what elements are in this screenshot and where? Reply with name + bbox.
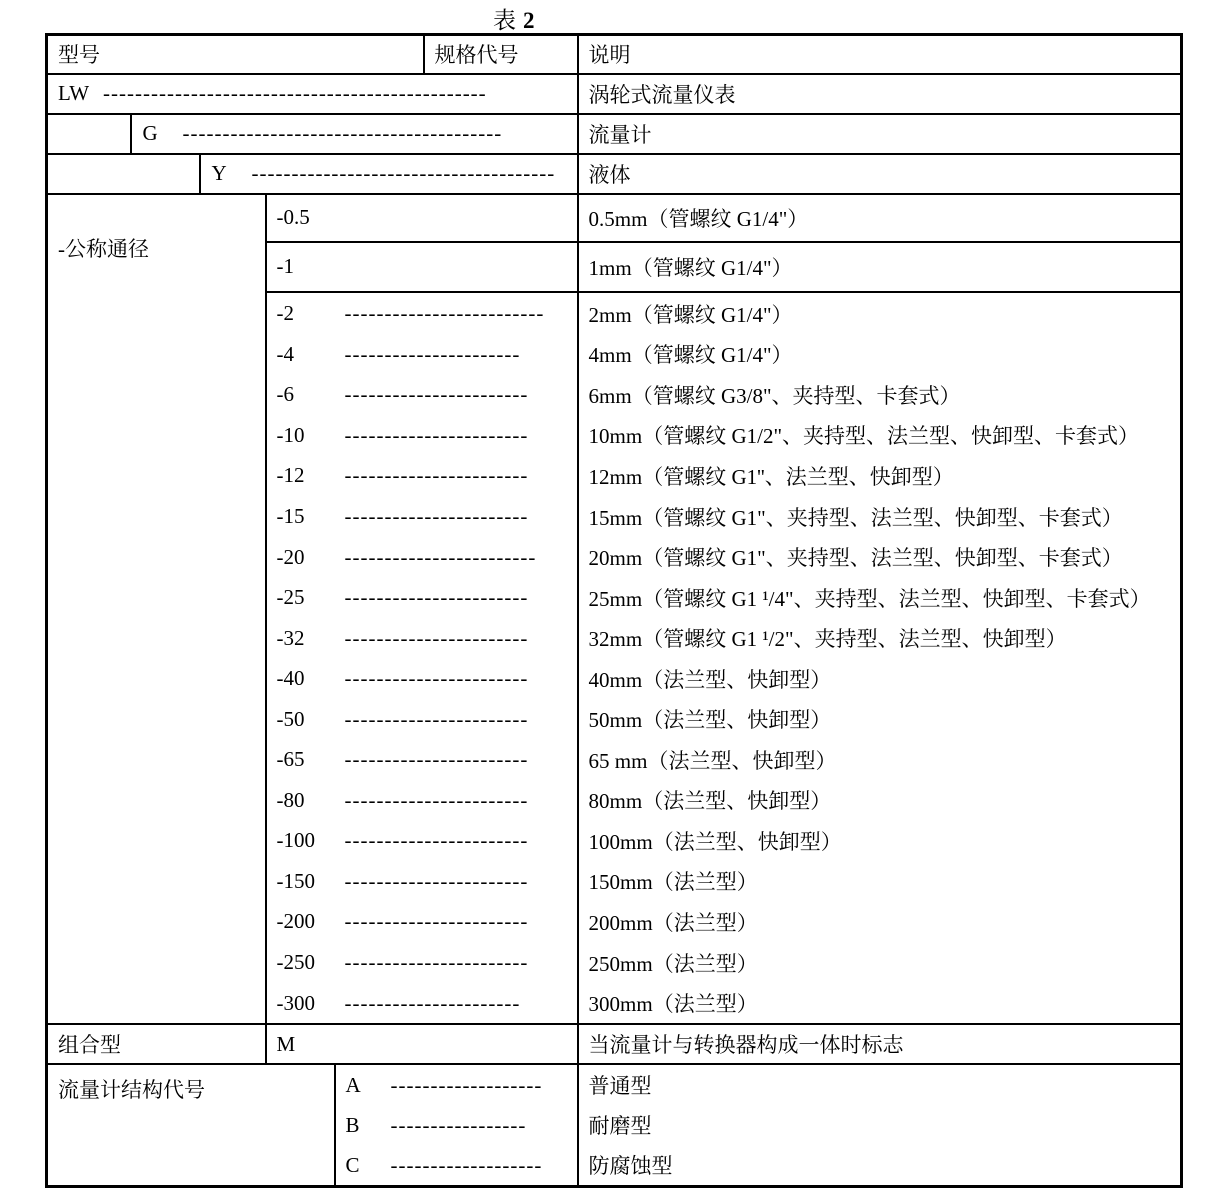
combined-code-cell: M <box>266 1024 578 1064</box>
size-code: -150 <box>276 868 315 893</box>
dash-line: ----------------------- <box>344 828 529 853</box>
size-desc: 32mm（管螺纹 G1 ¹/2"、夹持型、法兰型、快卸型） <box>588 627 1067 652</box>
size-code-row <box>267 658 577 699</box>
dash-line: ----------------------- <box>344 950 529 975</box>
size-desc: 300mm（法兰型） <box>588 992 758 1017</box>
size-desc: 80mm（法兰型、快卸型） <box>588 789 832 814</box>
empty-cell <box>47 114 131 154</box>
dash-line: ----------------- <box>390 1112 527 1137</box>
dash-line: ----------------------- <box>344 463 529 488</box>
size-code: -15 <box>276 504 305 528</box>
dash-line: ---------------------------------------- <box>182 121 503 145</box>
row-lw <box>47 74 1182 114</box>
row-combined <box>47 1024 1182 1064</box>
size-code-row <box>267 415 577 456</box>
size-desc: 25mm（管螺纹 G1 ¹/4"、夹持型、法兰型、快卸型、卡套式） <box>588 586 1151 611</box>
structure-code-row <box>336 1065 577 1105</box>
size-code-row <box>267 821 577 862</box>
structure-desc: 防腐蚀型 <box>588 1154 673 1179</box>
model-code: G <box>142 121 158 145</box>
size-code: -40 <box>276 666 305 691</box>
size-desc: 200mm（法兰型） <box>588 910 758 935</box>
size-code: -32 <box>276 625 305 650</box>
size-code: -300 <box>276 990 315 1015</box>
size-code-row <box>267 456 577 497</box>
size-code-row <box>267 334 577 375</box>
structure-descs-cell <box>578 1064 1182 1187</box>
dn-codes-cell <box>266 292 578 1025</box>
dash-line: ----------------------- <box>344 666 529 691</box>
size-desc: 250mm（法兰型） <box>588 951 758 976</box>
dash-line: ----------------------- <box>344 382 529 407</box>
size-desc: 65 mm（法兰型、快卸型） <box>588 748 837 773</box>
combined-label-cell: 组合型 <box>47 1024 266 1064</box>
size-code-row <box>267 740 577 781</box>
size-code-row <box>267 375 577 416</box>
size-code: -65 <box>276 747 305 772</box>
size-code-row <box>267 902 577 943</box>
size-code-row <box>267 577 577 618</box>
size-desc: 40mm（法兰型、快卸型） <box>588 667 832 692</box>
dash-line: ---------------------- <box>344 990 521 1015</box>
structure-desc: 耐磨型 <box>588 1114 652 1139</box>
structure-code-row <box>336 1105 577 1145</box>
size-code-row <box>267 861 577 902</box>
size-code-row <box>267 294 577 335</box>
dash-line: ------------------------- <box>344 301 545 326</box>
size-code-row <box>267 942 577 983</box>
size-desc: 12mm（管螺纹 G1''、法兰型、快卸型） <box>588 464 954 489</box>
dash-line: ----------------------- <box>344 868 529 893</box>
dash-line: ------------------------ <box>344 544 537 569</box>
size-code: -25 <box>276 585 305 610</box>
size-code-row <box>267 537 577 578</box>
spec-table <box>45 33 1183 1188</box>
combined-desc-cell: 当流量计与转换器构成一体时标志 <box>578 1024 1182 1064</box>
table-caption-number: 2 <box>523 8 536 33</box>
diameter-label-cell: -公称通径 <box>47 194 266 1025</box>
structure-code: C <box>345 1152 360 1177</box>
size-desc: 100mm（法兰型、快卸型） <box>588 829 842 854</box>
size-code: -80 <box>276 787 305 812</box>
dn-1-desc-cell: 1mm（管螺纹 G1/4"） <box>578 242 1182 292</box>
dash-line: ----------------------- <box>344 422 529 447</box>
size-code: -4 <box>276 341 294 366</box>
dash-line: ------------------- <box>390 1072 543 1097</box>
size-code: -10 <box>276 422 305 447</box>
table-caption-prefix: 表 <box>493 8 517 33</box>
size-code-row <box>267 496 577 537</box>
size-code-row <box>267 780 577 821</box>
structure-codes-cell <box>335 1064 578 1187</box>
table-caption <box>493 2 536 33</box>
size-code: -50 <box>276 706 305 731</box>
header-model-cell: 型号 <box>47 35 424 74</box>
structure-desc: 普通型 <box>588 1074 652 1099</box>
dash-line: ----------------------- <box>344 625 529 650</box>
row-g <box>47 114 1182 154</box>
dn-05-code-cell: -0.5 <box>266 194 578 242</box>
dn-05-desc-cell: 0.5mm（管螺纹 G1/4"） <box>578 194 1182 242</box>
lw-desc-cell: 涡轮式流量仪表 <box>578 74 1182 114</box>
lw-code-cell <box>47 74 578 114</box>
size-code: -6 <box>276 382 294 407</box>
structure-label-cell: 流量计结构代号 <box>47 1064 335 1187</box>
empty-cell <box>47 154 200 194</box>
g-code-cell <box>131 114 578 154</box>
size-desc: 2mm（管螺纹 G1/4"） <box>588 302 793 327</box>
size-code-row <box>267 983 577 1024</box>
dash-line: ------------------- <box>390 1152 543 1177</box>
dash-line: ----------------------- <box>344 747 529 772</box>
header-spec-cell: 规格代号 <box>424 35 578 74</box>
size-code: -20 <box>276 544 305 569</box>
dash-line: ----------------------- <box>344 585 529 610</box>
header-row <box>47 35 1182 74</box>
g-desc-cell: 流量计 <box>578 114 1182 154</box>
size-desc: 10mm（管螺纹 G1/2"、夹持型、法兰型、快卸型、卡套式） <box>588 424 1140 449</box>
size-desc: 50mm（法兰型、快卸型） <box>588 708 832 733</box>
dash-line: ----------------------- <box>344 504 529 528</box>
model-code: Y <box>211 161 227 185</box>
size-code: -12 <box>276 463 305 488</box>
model-code: LW <box>58 81 90 105</box>
dash-line: ----------------------- <box>344 706 529 731</box>
dn-descs-cell <box>578 292 1182 1025</box>
dash-line: ----------------------- <box>344 787 529 812</box>
size-desc: 150mm（法兰型） <box>588 870 758 895</box>
structure-code: B <box>345 1112 360 1137</box>
size-code: -2 <box>276 301 294 326</box>
size-desc: 20mm（管螺纹 G1"、夹持型、法兰型、快卸型、卡套式） <box>588 546 1123 571</box>
size-code: -100 <box>276 828 315 853</box>
size-desc: 6mm（管螺纹 G3/8"、夹持型、卡套式） <box>588 383 961 408</box>
size-code-row <box>267 618 577 659</box>
row-structure <box>47 1064 1182 1187</box>
size-code: -200 <box>276 909 315 934</box>
size-code-row <box>267 699 577 740</box>
dash-line: ------------------------------------------------ <box>103 81 487 105</box>
header-desc-cell: 说明 <box>578 35 1182 74</box>
size-desc: 4mm（管螺纹 G1/4"） <box>588 343 793 368</box>
dash-line: ---------------------- <box>344 341 521 366</box>
row-dn-05 <box>47 194 1182 242</box>
dash-line: ----------------------- <box>344 909 529 934</box>
dash-line: -------------------------------------- <box>251 161 556 185</box>
row-y <box>47 154 1182 194</box>
size-code: -250 <box>276 950 315 975</box>
size-desc: 15mm（管螺纹 G1"、夹持型、法兰型、快卸型、卡套式） <box>588 505 1123 530</box>
structure-code: A <box>345 1072 361 1097</box>
dn-1-code-cell: -1 <box>266 242 578 292</box>
structure-code-row <box>336 1145 577 1185</box>
y-desc-cell: 液体 <box>578 154 1182 194</box>
y-code-cell <box>200 154 578 194</box>
